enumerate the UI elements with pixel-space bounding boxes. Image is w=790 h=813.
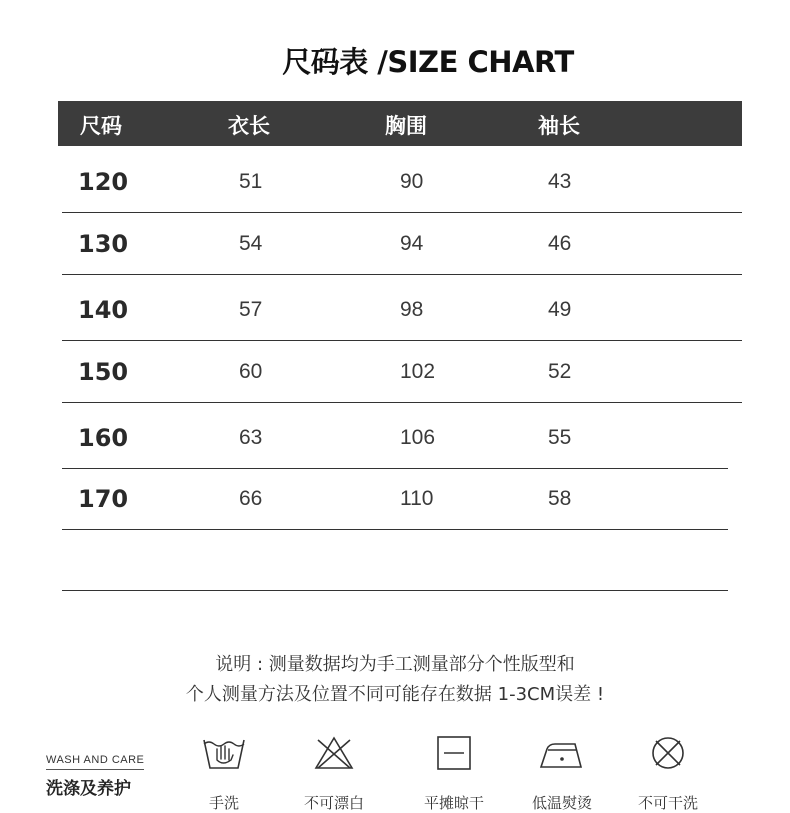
length-cell: 66	[239, 487, 263, 510]
no-dry-clean-icon	[645, 734, 691, 772]
empty-table-row	[62, 529, 728, 591]
size-cell: 160	[78, 424, 129, 452]
sleeve-cell: 58	[548, 487, 572, 510]
chest-cell: 90	[400, 170, 424, 193]
size-cell: 150	[78, 358, 129, 386]
low-iron-icon	[537, 734, 587, 772]
care-item-no-dry-clean	[618, 734, 718, 813]
note-line-1: 说明 : 测量数据均为手工测量部分个性版型和	[215, 654, 575, 675]
chest-cell: 106	[400, 426, 436, 449]
care-heading-en: WASH AND CARE	[46, 754, 144, 770]
row-divider	[62, 402, 742, 403]
size-cell: 140	[78, 296, 129, 324]
table-row	[62, 341, 742, 403]
table-row	[62, 279, 742, 341]
care-heading-cn: 洗涤及养护	[46, 779, 131, 799]
care-item-low-iron	[512, 734, 612, 813]
row-divider	[62, 590, 728, 591]
length-cell: 60	[239, 360, 263, 383]
care-item-no-bleach	[284, 734, 384, 813]
length-cell: 57	[239, 298, 263, 321]
care-label: 不可漂白	[303, 794, 364, 812]
page-title: 尺码表 /SIZE CHART	[282, 45, 574, 79]
sleeve-cell: 52	[548, 360, 572, 383]
no-bleach-icon	[311, 734, 357, 772]
care-heading	[46, 754, 144, 799]
length-cell: 51	[239, 170, 263, 193]
table-row	[62, 407, 728, 469]
chest-cell: 94	[400, 232, 424, 255]
dry-flat-icon	[431, 734, 477, 772]
header-size: 尺码	[80, 114, 122, 138]
table-row	[62, 151, 742, 213]
table-row	[62, 213, 742, 275]
length-cell: 63	[239, 426, 263, 449]
chest-cell: 98	[400, 298, 424, 321]
table-row	[62, 468, 728, 530]
sleeve-cell: 55	[548, 426, 572, 449]
chest-cell: 102	[400, 360, 436, 383]
care-item-dry-flat	[404, 734, 504, 813]
table-header	[58, 101, 742, 146]
size-cell: 170	[78, 485, 129, 513]
care-label: 低温熨烫	[531, 794, 592, 812]
size-cell: 120	[78, 168, 129, 196]
care-label: 平摊晾干	[423, 794, 484, 812]
chest-cell: 110	[400, 487, 434, 510]
care-label: 手洗	[208, 794, 239, 812]
row-divider	[62, 274, 742, 275]
sleeve-cell: 43	[548, 170, 572, 193]
size-cell: 130	[78, 230, 129, 258]
header-length: 衣长	[228, 114, 270, 138]
length-cell: 54	[239, 232, 263, 255]
note-line-2: 个人测量方法及位置不同可能存在数据 1-3CM误差 !	[185, 684, 605, 705]
header-chest: 胸围	[385, 114, 427, 138]
sleeve-cell: 46	[548, 232, 572, 255]
sleeve-cell: 49	[548, 298, 572, 321]
care-item-hand-wash	[174, 734, 274, 813]
header-sleeve: 袖长	[538, 114, 580, 138]
hand-wash-icon	[201, 734, 247, 772]
care-label: 不可干洗	[637, 794, 698, 812]
